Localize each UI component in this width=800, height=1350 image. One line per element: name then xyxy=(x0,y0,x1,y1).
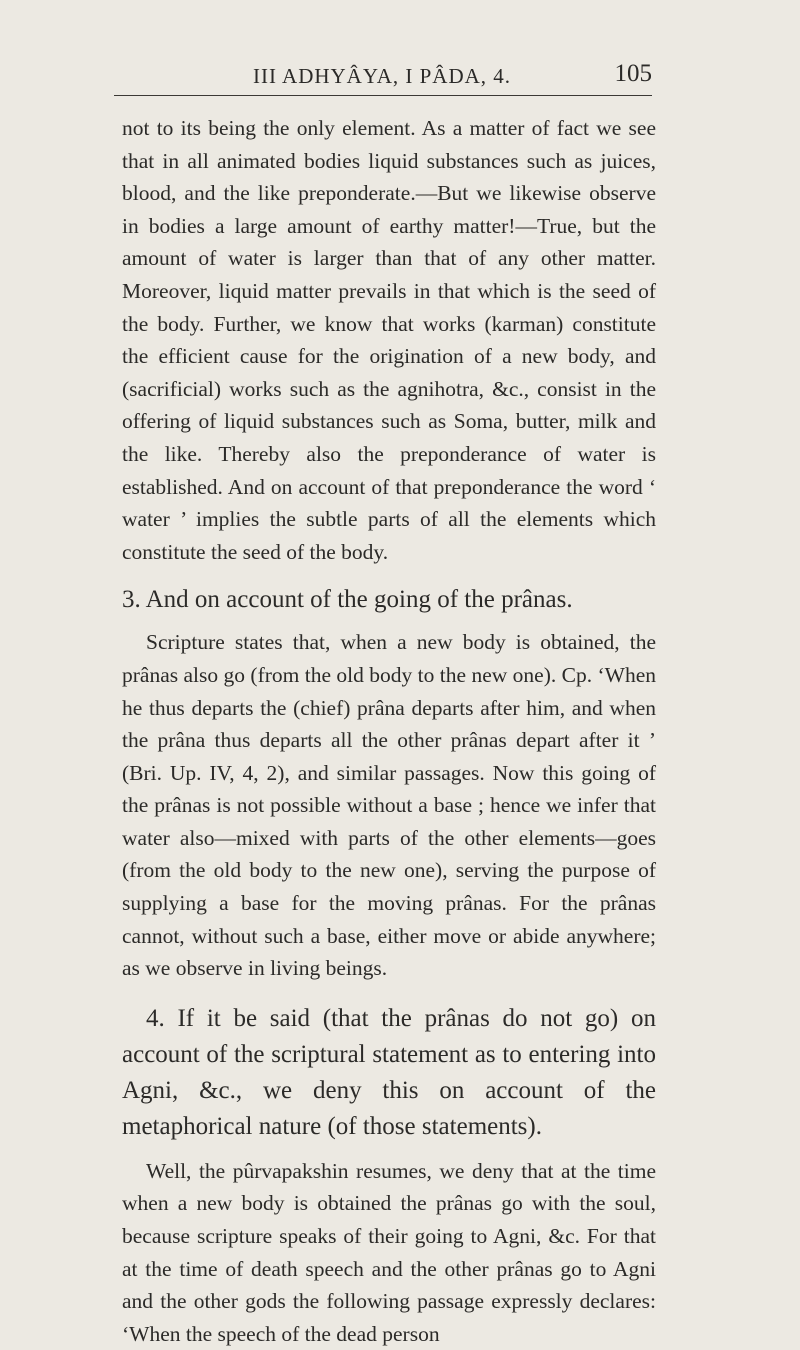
paragraph-sutra-4-commentary: Well, the pûrvapakshin resumes, we deny that at the time when a new body is obtained the prânas go with the soul, because scripture speaks of their going to Agni, &c. For that at the time of death speech and the other prânas go to Agni and the other gods the following passage expressly declares: ‘When the speech of the dead person xyxy=(122,1158,656,1346)
sutra-4-heading: 4. If it be said (that the prânas do not go) on account of the scriptural statement as to entering into Agni, &c., we deny this on account of the metaphorical nature (of those statements). xyxy=(122,1004,656,1140)
paragraph-continued: not to its being the only element. As a matter of fact we see that in all animated bodies liquid substances such as juices, blood, and the like preponderate.—But we likewise observe in bodies a large amount of earthy matter!—True, but the amount of water is larger than that of any other matter. Moreover, liquid matter prevails in that which is the seed of the body. Further, we know that works (karman) constitute the efficient cause for the origination of a new body, and (sacrificial) works such as the agnihotra, &c., consist in the offering of liquid substances such as Soma, butter, milk and the like. Thereby also the preponderance of water is established. And on account of that preponderance the word ‘ water ’ implies the subtle parts of all the elements which constitute the seed of the body. xyxy=(122,116,656,564)
page-number: 105 xyxy=(614,60,652,87)
running-head xyxy=(112,56,652,92)
paragraph-sutra-3-commentary: Scripture states that, when a new body is obtained, the prânas also go (from the old body to the new one). Cp. ‘When he thus departs the (chief) prâna departs after him, and when the prâna thus departs all the other prânas depart after it ’ (Bri. Up. IV, 4, 2), and similar passages. Now this going of the prânas is not possible without a base ; hence we infer that water also—mixed with parts of the other elements—goes (from the old body to the new one), serving the purpose of supplying a base for the moving prânas. For the prânas cannot, without such a base, either move or abide anywhere; as we observe in living beings. xyxy=(122,630,656,981)
header-rule xyxy=(114,95,652,96)
body-text xyxy=(122,112,656,1350)
sutra-3-heading: 3. And on account of the going of the prânas. xyxy=(122,586,573,614)
running-head-title: III ADHYÂYA, I PÂDA, 4. xyxy=(252,64,512,88)
